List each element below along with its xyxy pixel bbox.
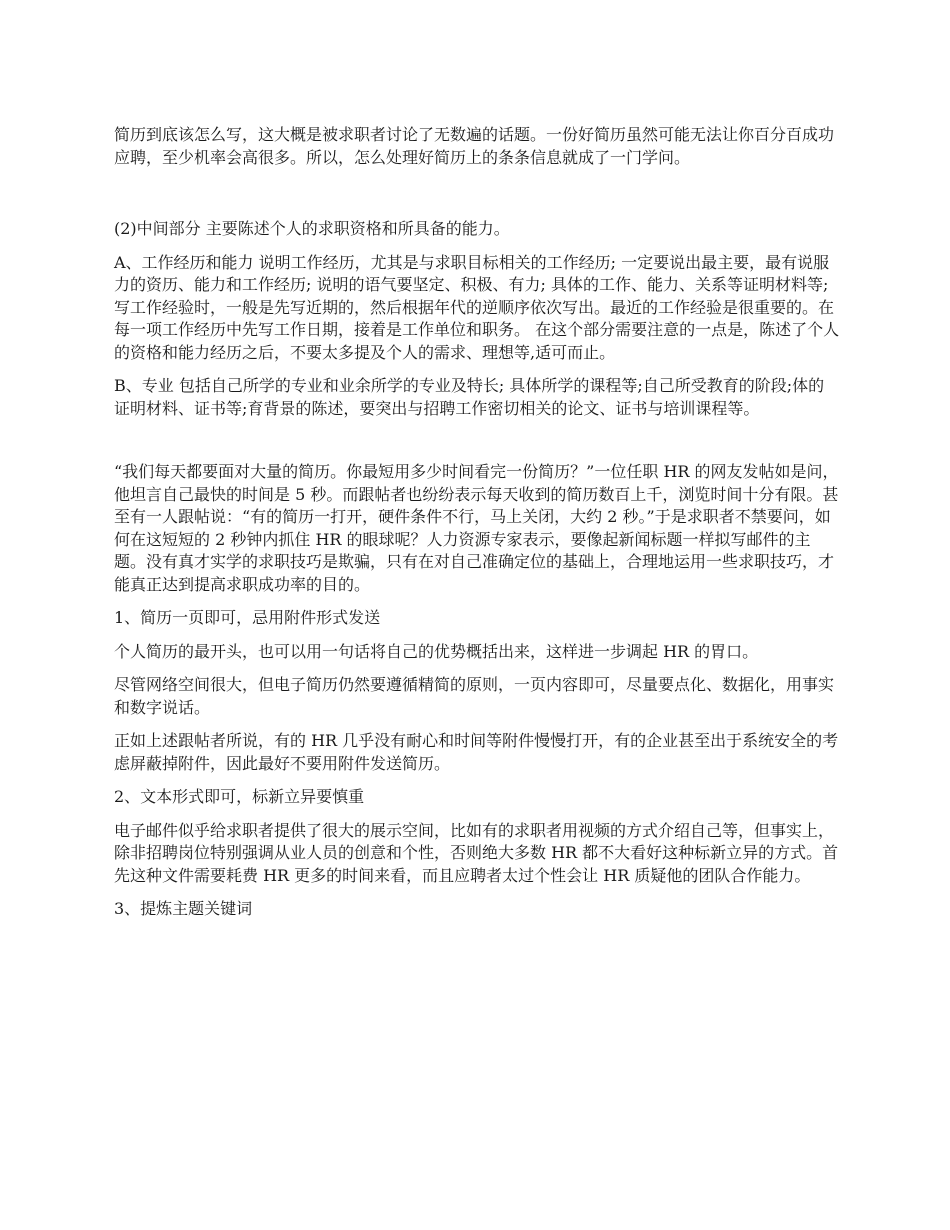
section-a-paragraph: A、工作经历和能力 说明工作经历，尤其是与求职目标相关的工作经历; 一定要说出最主要，最有说服力的资历、能力和工作经历; 说明的语气要坚定、积极、有力; 具体的工作、能力、关系等证明材料等; 写工作经验时，一般是先写近期的，然后根据年代的逆顺序依次写出。最近的工作经验是很重要的。在每一项工作经历中先写工作日期，接着是工作单位和职务。 在这个部分需要注意的一点是，陈述了个人的资格和能力经历之后，不要太多提及个人的需求、理想等,适可而止。 (114, 252, 840, 362)
hr-quote-paragraph: “我们每天都要面对大量的简历。你最短用多少时间看完一份简历？”一位任职 HR 的网友发帖如是问，他坦言自己最快的时间是 5 秒。而跟帖者也纷纷表示每天收到的简历数百上千，浏览时间十分有限。甚至有一人跟帖说：“有的简历一打开，硬件条件不行，马上关闭，大约 2 秒。”于是求职者不禁要问，如何在这短短的 2 秒钟内抓住 HR 的眼球呢？人力资源专家表示，要像起新闻标题一样拟写邮件的主题。没有真才实学的求职技巧是欺骗，只有在对自己准确定位的基础上，合理地运用一些求职技巧，才能真正达到提高求职成功率的目的。 (114, 462, 839, 594)
spacer (114, 431, 840, 461)
tip1-heading: 1、简历一页即可，忌用附件形式发送 (114, 608, 381, 627)
tip1-paragraph-2: 尽管网络空间很大，但电子简历仍然要遵循精简的原则，一页内容即可，尽量要点化、数据化，用事实和数字说话。 (114, 675, 835, 717)
tip2-paragraph-1: 电子邮件似乎给求职者提供了很大的展示空间，比如有的求职者用视频的方式介绍自己等，但事实上，除非招聘岗位特别强调从业人员的创意和个性，否则绝大多数 HR 都不大看好这种标新立异的方式。首先这种文件需要耗费 HR 更多的时间来看，而且应聘者太过个性会让 HR 质疑他的团队合作能力。 (114, 820, 839, 885)
tip2-heading: 2、文本形式即可，标新立异要慎重 (114, 787, 365, 806)
tip3-heading: 3、提炼主题关键词 (114, 899, 253, 918)
tip1-paragraph-1: 个人简历的最开头，也可以用一句话将自己的优势概括出来，这样进一步调起 HR 的胃口。 (114, 641, 759, 661)
section-b-paragraph: B、专业 包括自己所学的专业和业余所学的专业及特长; 具体所学的课程等;自己所受教育的阶段;体的证明材料、证书等;育背景的陈述，要突出与招聘工作密切相关的论文、证书与培训课程等。 (114, 376, 825, 418)
intro-paragraph: 简历到底该怎么写，这大概是被求职者讨论了无数遍的话题。一份好简历虽然可能无法让你百分百成功应聘，至少机率会高很多。所以，怎么处理好简历上的条条信息就成了一门学问。 (114, 125, 835, 167)
tip1-paragraph-3: 正如上述跟帖者所说，有的 HR 几乎没有耐心和时间等附件慢慢打开，有的企业甚至出于系统安全的考虑屏蔽掉附件，因此最好不要用附件发送简历。 (114, 731, 839, 773)
document-body (114, 124, 840, 932)
middle-section-paragraph: (2)中间部分 主要陈述个人的求职资格和所具备的能力。 (114, 219, 510, 238)
spacer (114, 180, 840, 218)
